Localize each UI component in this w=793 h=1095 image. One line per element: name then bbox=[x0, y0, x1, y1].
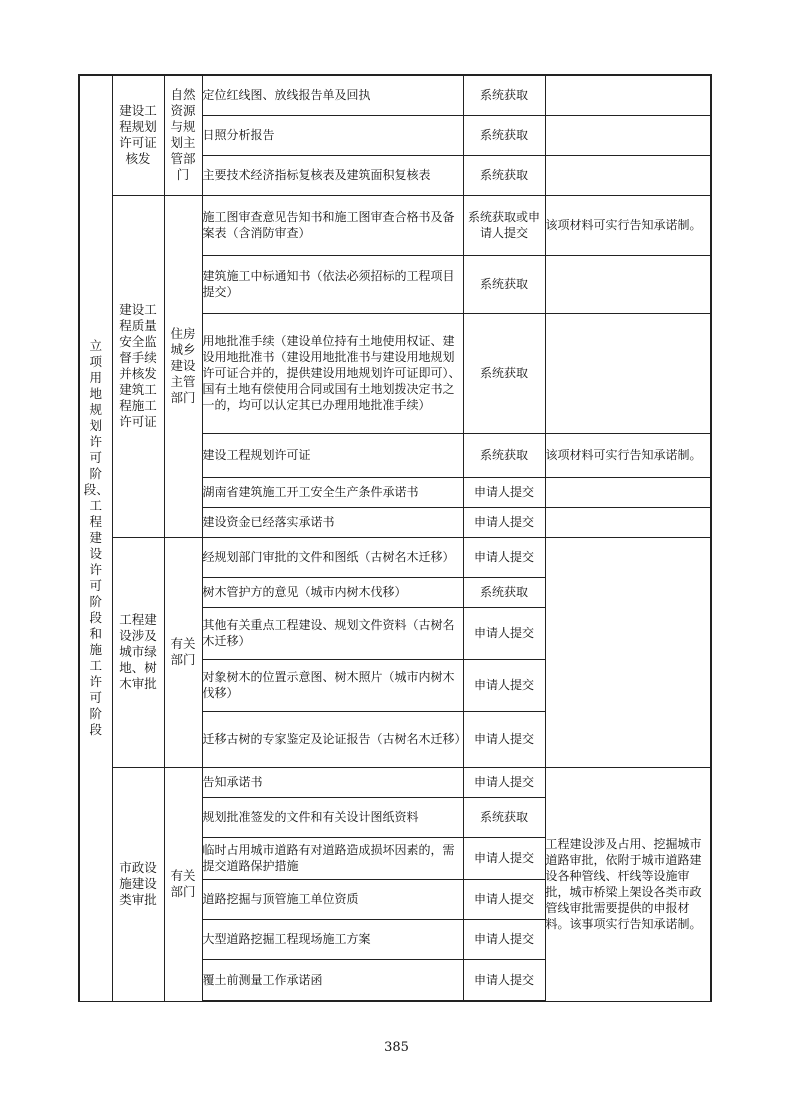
remark bbox=[545, 75, 711, 115]
submission-method: 申请人提交 bbox=[463, 659, 545, 711]
remark bbox=[545, 477, 711, 507]
material-item: 其他有关重点工程建设、规划文件资料（古树名木迁移） bbox=[202, 607, 463, 659]
material-item: 经规划部门审批的文件和图纸（古树名木迁移） bbox=[202, 537, 463, 577]
submission-method: 系统获取或申请人提交 bbox=[463, 195, 545, 255]
material-item: 规划批准签发的文件和有关设计图纸资料 bbox=[202, 797, 463, 837]
department-name: 有关部门 bbox=[170, 868, 196, 899]
remark: 该项材料可实行告知承诺制。 bbox=[545, 195, 711, 255]
material-item: 建设工程规划许可证 bbox=[202, 433, 463, 477]
submission-method: 申请人提交 bbox=[463, 919, 545, 959]
group-name: 工程建设涉及城市绿地、树木审批 bbox=[119, 612, 157, 691]
submission-method: 系统获取 bbox=[463, 255, 545, 313]
remark bbox=[545, 155, 711, 195]
submission-method: 系统获取 bbox=[463, 75, 545, 115]
group-name: 建设工程质量安全监督手续并核发建筑工程施工许可证 bbox=[119, 302, 157, 429]
material-item: 覆土前测量工作承诺函 bbox=[202, 959, 463, 1001]
submission-method: 系统获取 bbox=[463, 797, 545, 837]
department-name: 有关部门 bbox=[170, 636, 196, 667]
department-cell bbox=[164, 767, 202, 1001]
material-item: 日照分析报告 bbox=[202, 115, 463, 155]
stage-label: 立项用地规划许可阶段、工程建设许可阶段和施工许可阶段 bbox=[83, 338, 109, 738]
stage-cell bbox=[79, 75, 112, 1001]
material-item: 临时占用城市道路有对道路造成损坏因素的，需提交道路保护措施 bbox=[202, 837, 463, 879]
remark bbox=[545, 115, 711, 155]
remark bbox=[545, 313, 711, 433]
remark bbox=[545, 537, 711, 767]
submission-method: 申请人提交 bbox=[463, 537, 545, 577]
material-item: 主要技术经济指标复核表及建筑面积复核表 bbox=[202, 155, 463, 195]
submission-method: 申请人提交 bbox=[463, 607, 545, 659]
page-number: 385 bbox=[384, 1040, 409, 1055]
material-item: 告知承诺书 bbox=[202, 767, 463, 797]
submission-method: 申请人提交 bbox=[463, 711, 545, 767]
material-item: 定位红线图、放线报告单及回执 bbox=[202, 75, 463, 115]
material-item: 建设资金已经落实承诺书 bbox=[202, 507, 463, 537]
material-item: 施工图审查意见告知书和施工图审查合格书及备案表（含消防审查） bbox=[202, 195, 463, 255]
material-item: 大型道路挖掘工程现场施工方案 bbox=[202, 919, 463, 959]
submission-method: 系统获取 bbox=[463, 433, 545, 477]
remark: 该项材料可实行告知承诺制。 bbox=[545, 433, 711, 477]
material-item: 湖南省建筑施工开工安全生产条件承诺书 bbox=[202, 477, 463, 507]
submission-method: 系统获取 bbox=[463, 155, 545, 195]
submission-method: 系统获取 bbox=[463, 577, 545, 607]
submission-method: 申请人提交 bbox=[463, 959, 545, 1001]
department-name: 住房城乡建设主管部门 bbox=[170, 326, 196, 405]
group-name-cell bbox=[112, 75, 164, 195]
submission-method: 系统获取 bbox=[463, 313, 545, 433]
material-item: 用地批准手续（建设单位持有土地使用权证、建设用地批准书（建设用地批准书与建设用地规划许可证合并的，提供建设用地规划许可证即可）、国有土地有偿使用合同或国有土地划拨决定书之一的，均可以认定其已办理用地批准手续） bbox=[202, 313, 463, 433]
group-name-cell bbox=[112, 767, 164, 1001]
material-item: 建筑施工中标通知书（依法必须招标的工程项目提交） bbox=[202, 255, 463, 313]
material-item: 树木管护方的意见（城市内树木伐移） bbox=[202, 577, 463, 607]
materials-table bbox=[78, 74, 712, 1002]
remark: 工程建设涉及占用、挖掘城市道路审批，依附于城市道路建设各种管线、杆线等设施审批，城市桥梁上架设各类市政管线审批需要提供的申报材料。该事项实行告知承诺制。 bbox=[545, 767, 711, 1001]
group-name-cell bbox=[112, 195, 164, 537]
remark bbox=[545, 507, 711, 537]
department-name: 自然资源与规划主管部门 bbox=[170, 87, 196, 183]
group-name-cell bbox=[112, 537, 164, 767]
group-name: 市政设施建设类审批 bbox=[119, 860, 157, 907]
department-cell bbox=[164, 195, 202, 537]
department-cell bbox=[164, 75, 202, 195]
submission-method: 申请人提交 bbox=[463, 767, 545, 797]
material-item: 迁移古树的专家鉴定及论证报告（古树名木迁移） bbox=[202, 711, 463, 767]
remark bbox=[545, 255, 711, 313]
submission-method: 申请人提交 bbox=[463, 837, 545, 879]
submission-method: 系统获取 bbox=[463, 115, 545, 155]
submission-method: 申请人提交 bbox=[463, 507, 545, 537]
submission-method: 申请人提交 bbox=[463, 477, 545, 507]
submission-method: 申请人提交 bbox=[463, 879, 545, 919]
department-cell bbox=[164, 537, 202, 767]
material-item: 道路挖掘与顶管施工单位资质 bbox=[202, 879, 463, 919]
material-item: 对象树木的位置示意图、树木照片（城市内树木伐移） bbox=[202, 659, 463, 711]
group-name: 建设工程规划许可证核发 bbox=[119, 103, 157, 167]
